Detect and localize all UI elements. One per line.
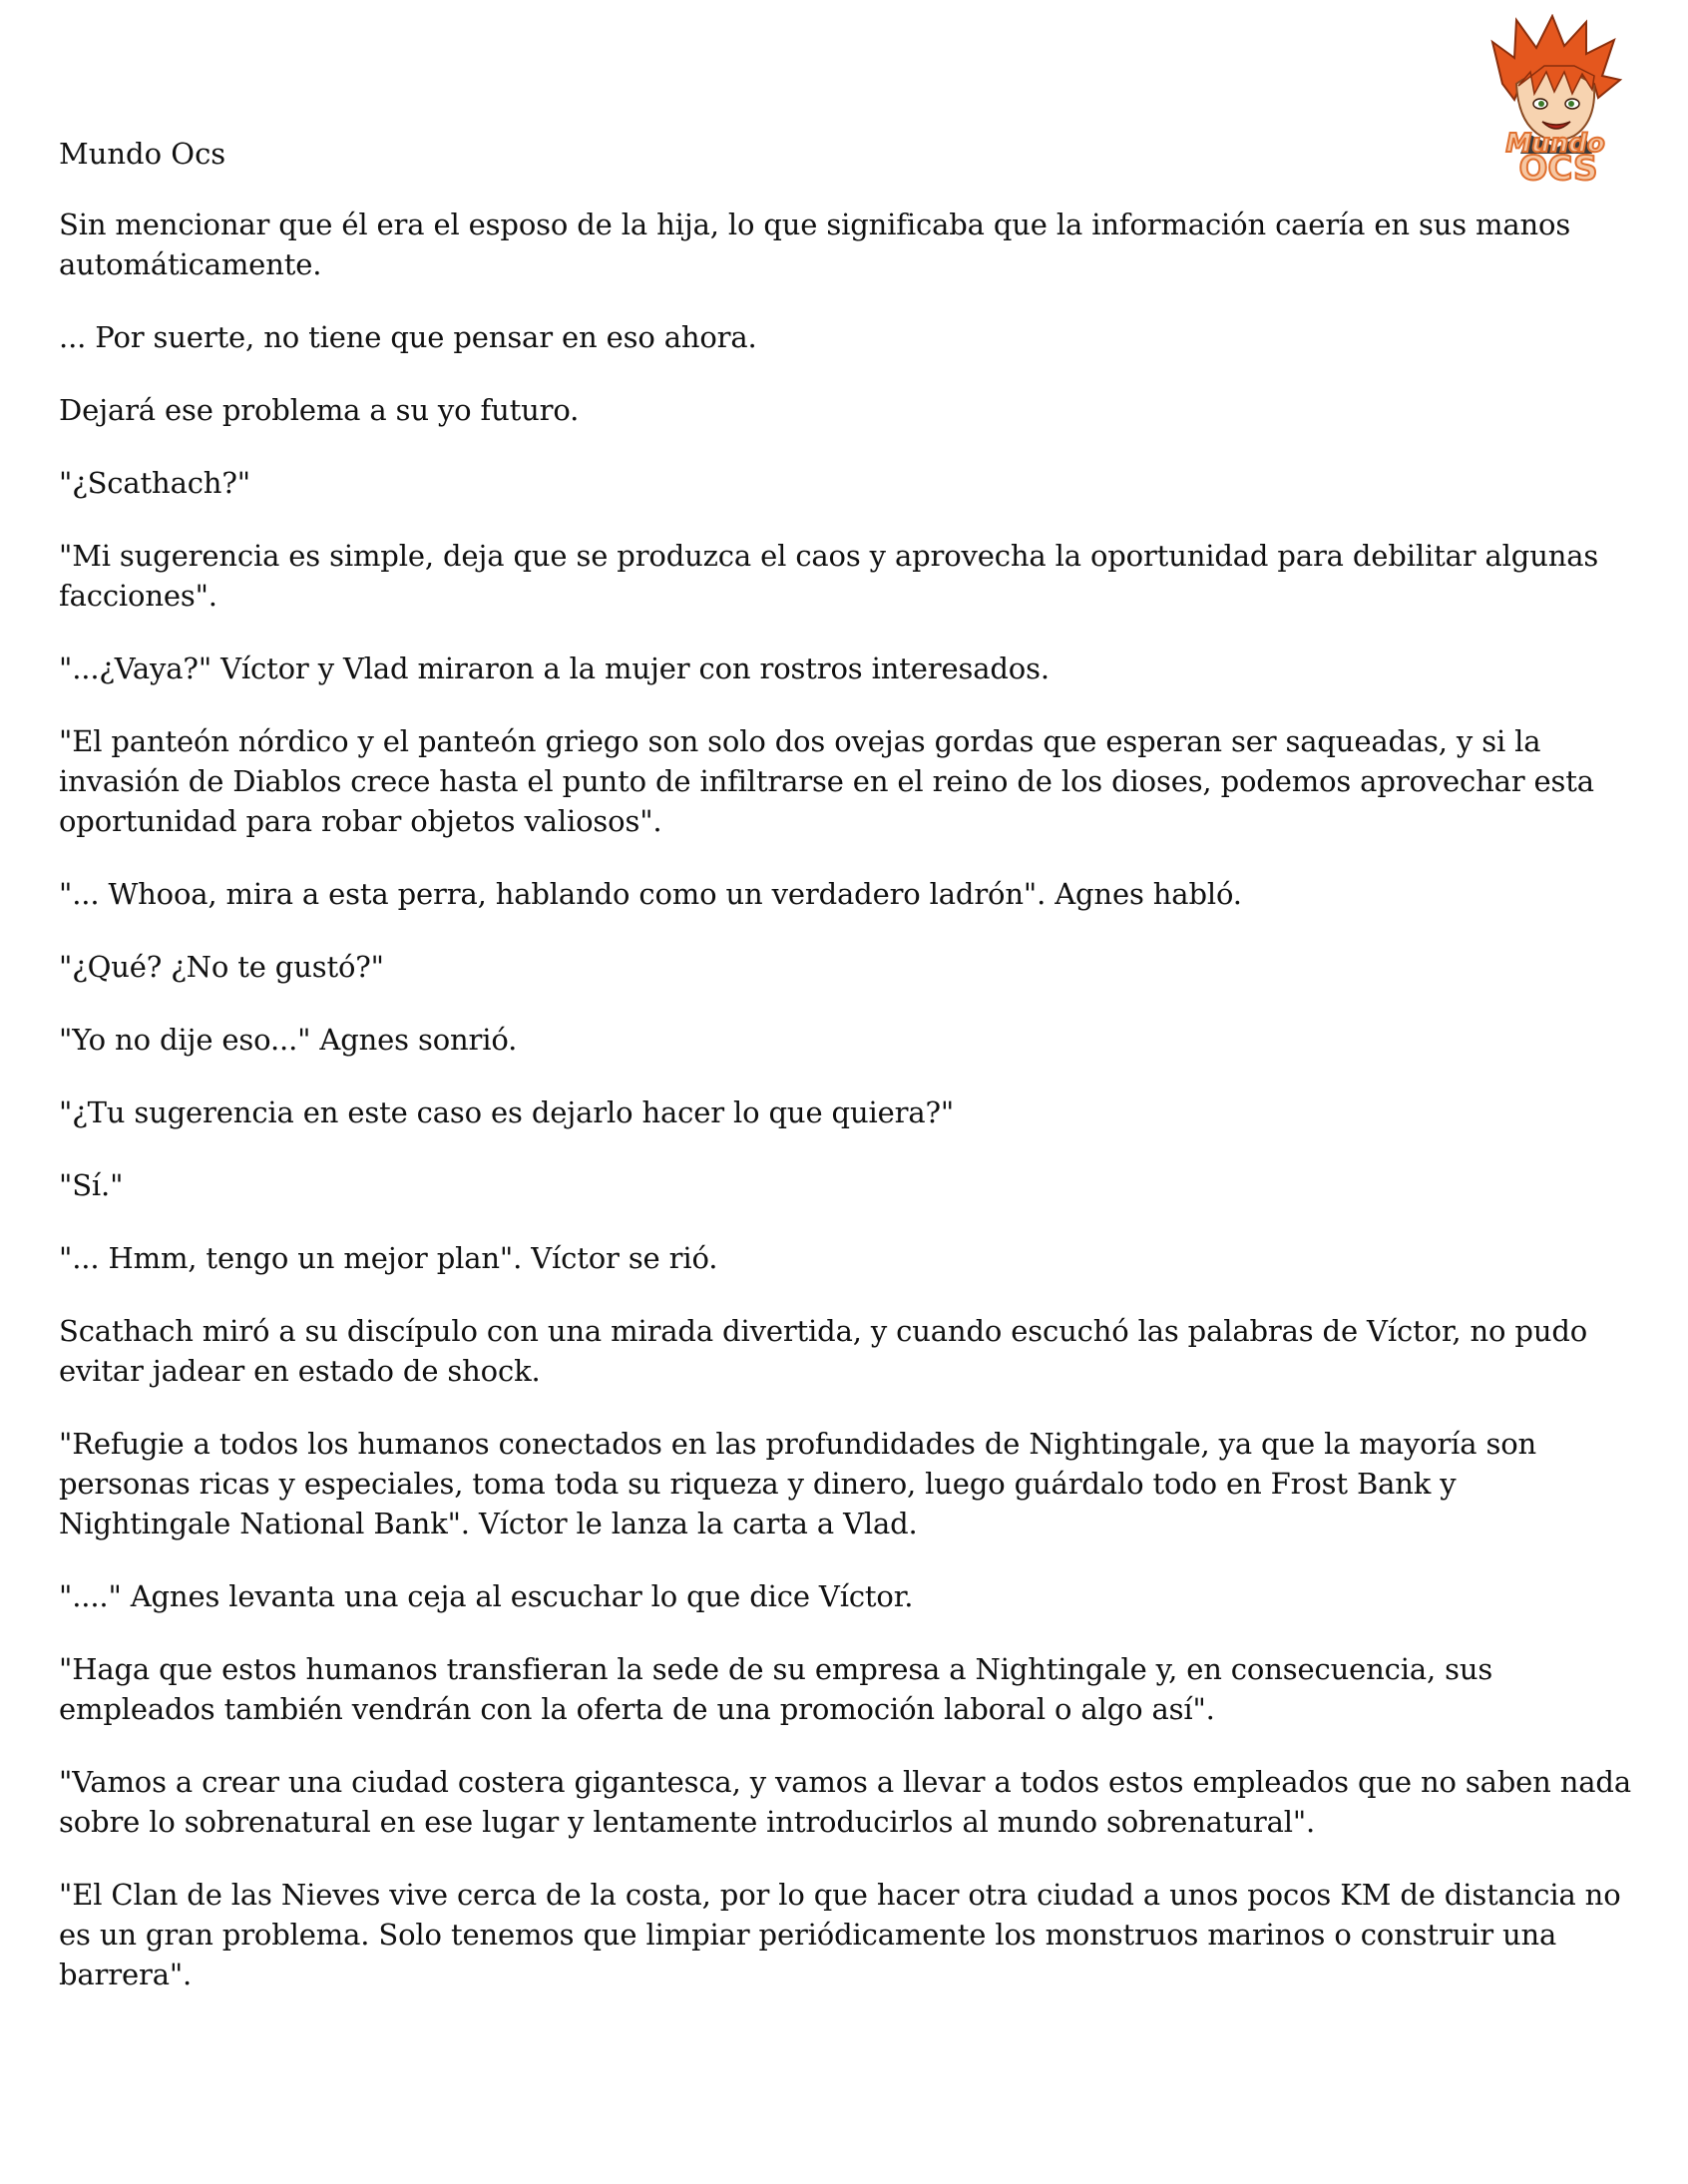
svg-text:Mundo: Mundo [1505,129,1605,159]
paragraph: "... Whooa, mira a esta perra, hablando como un verdadero ladrón". Agnes habló. [59,877,1242,911]
paragraph: Sin mencionar que él era el esposo de la hija, lo que significaba que la información caería en sus manos automáticamente. [59,208,1571,281]
paragraph: ... Por suerte, no tiene que pensar en eso ahora. [59,320,757,354]
svg-text:OCS: OCS [1518,149,1598,184]
paragraph: "Mi sugerencia es simple, deja que se produzca el caos y aprovecha la oportunidad para debilitar algunas facciones". [59,539,1599,613]
mundo-ocs-logo [1475,14,1636,184]
paragraph: "Vamos a crear una ciudad costera gigantesca, y vamos a llevar a todos estos empleados que no saben nada sobre lo sobrenatural en ese lugar y lentamente introducirlos al mundo sobrenatural". [59,1765,1631,1839]
paragraph: "...¿Vaya?" Víctor y Vlad miraron a la mujer con rostros interesados. [59,652,1050,685]
paragraph: "El panteón nórdico y el panteón griego son solo dos ovejas gordas que esperan ser saqueadas, y si la invasión de Diablos crece hasta el punto de infiltrarse en el reino de los dioses, podemos aprovechar esta oportunidad para robar objetos valiosos". [59,724,1594,838]
paragraph: "¿Tu sugerencia en este caso es dejarlo hacer lo que quiera?" [59,1095,955,1129]
paragraph: "¿Scathach?" [59,466,250,500]
paragraph: "El Clan de las Nieves vive cerca de la costa, por lo que hacer otra ciudad a unos pocos KM de distancia no es un gran problema. Solo tenemos que limpiar periódicamente los monstruos marinos o construir una barrera". [59,1878,1621,1991]
paragraph: "Haga que estos humanos transfieran la sede de su empresa a Nightingale y, en consecuencia, sus empleados también vendrán con la oferta de una promoción laboral o algo así". [59,1652,1493,1726]
paragraph: "Refugie a todos los humanos conectados en las profundidades de Nightingale, ya que la mayoría son personas ricas y especiales, toma toda su riqueza y dinero, luego guárdalo todo en Frost Bank y Nightingale National Bank". Víctor le lanza la carta a Vlad. [59,1427,1537,1540]
paragraph: "Yo no dije eso..." Agnes sonrió. [59,1023,518,1057]
paragraph: Scathach miró a su discípulo con una mirada divertida, y cuando escuchó las palabras de Víctor, no pudo evitar jadear en estado de shock. [59,1314,1588,1388]
document-body [59,205,1633,2027]
paragraph: "Sí." [59,1168,124,1202]
paragraph: "...." Agnes levanta una ceja al escuchar lo que dice Víctor. [59,1579,914,1613]
paragraph: "¿Qué? ¿No te gustó?" [59,950,384,984]
paragraph: "... Hmm, tengo un mejor plan". Víctor se rió. [59,1241,718,1275]
paragraph: Dejará ese problema a su yo futuro. [59,393,580,427]
document-title: Mundo Ocs [59,137,226,171]
